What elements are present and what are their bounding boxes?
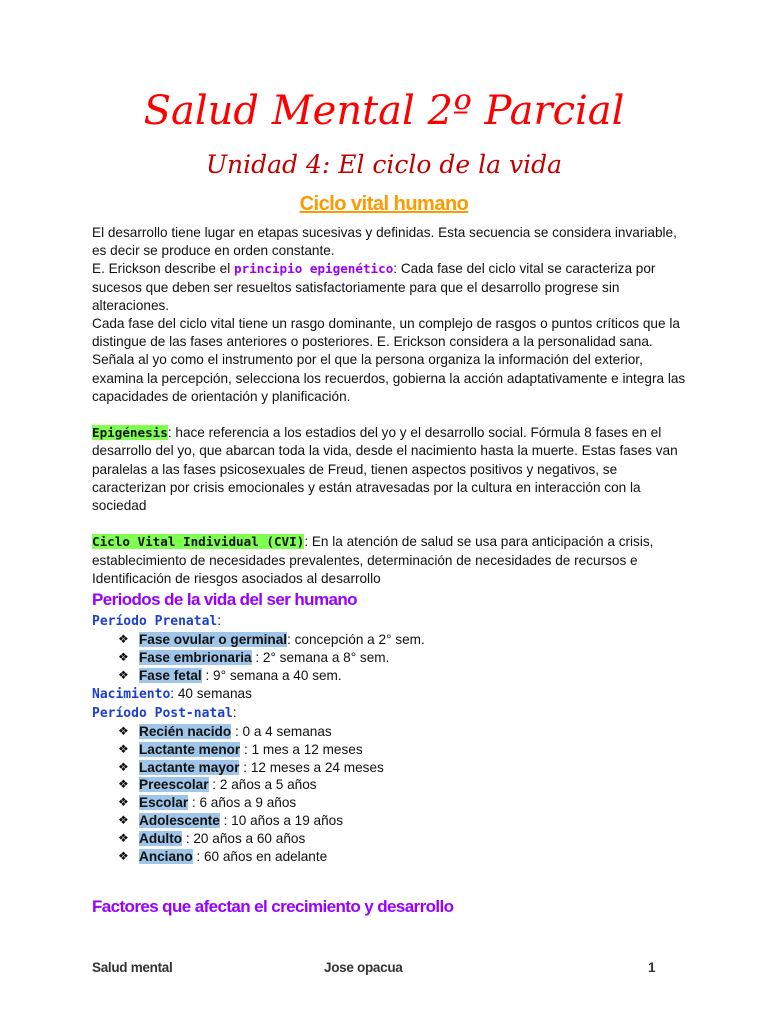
list-item	[118, 741, 692, 759]
intro-p2-after: : Cada fase del ciclo vital se caracteriza por sucesos que deben ser resueltos satisfactoriamente para que el desarrollo progrese sin alteraciones.	[92, 261, 656, 313]
intro-paragraph-3: Cada fase del ciclo vital tiene un rasgo dominante, un complejo de rasgos o puntos críticos que la distingue de las fases anteriores o posteriores. E. Erickson considera a la personalidad sana. Señala al yo como el instrumento por el que la persona organiza la información del exterior, examina la percepción, selecciona los recuerdos, gobierna la acción adaptativamente e integra las capacidades de orientación y planificación.	[92, 316, 686, 404]
list-item	[118, 830, 692, 848]
page-number: 1	[648, 960, 656, 975]
list-item	[118, 794, 692, 812]
period-desc: : 0 a 4 semanas	[231, 724, 332, 740]
postnatal-list	[92, 723, 692, 865]
diamond-bullet-icon: ❖	[118, 777, 129, 792]
period-desc: : 1 mes a 12 meses	[240, 741, 363, 757]
diamond-bullet-icon: ❖	[118, 813, 129, 828]
diamond-bullet-icon: ❖	[118, 848, 129, 863]
period-desc: : 9° semana a 40 sem.	[201, 667, 342, 683]
cvi-text: : En la atención de salud se usa para anticipación a crisis, establecimiento de necesidades prevalentes, determinación de necesidades de recursos e Identificación de riesgos asociados al desarrollo	[92, 534, 654, 586]
periods-heading: Periodos de la vida del ser humano	[92, 590, 357, 610]
period-term: Anciano	[139, 848, 193, 864]
period-desc: : 2° semana a 8° sem.	[251, 650, 390, 666]
main-content	[92, 224, 692, 865]
list-item	[118, 776, 692, 794]
postnatal-label	[92, 704, 692, 723]
diamond-bullet-icon: ❖	[118, 795, 129, 810]
period-term: Lactante menor	[139, 741, 241, 757]
diamond-bullet-icon: ❖	[118, 830, 129, 845]
diamond-bullet-icon: ❖	[118, 632, 129, 647]
list-item	[118, 759, 692, 777]
epigenetic-principle-term: principio epigenético	[234, 261, 394, 277]
period-term: Adolescente	[139, 813, 220, 829]
prenatal-colon: :	[217, 613, 222, 629]
footer-center: Jose opacua	[324, 960, 403, 975]
spacer	[92, 406, 692, 424]
diamond-bullet-icon: ❖	[118, 724, 129, 739]
period-desc: : 12 meses a 24 meses	[239, 759, 384, 775]
period-term: Fase fetal	[139, 667, 202, 683]
epigenesis-paragraph	[92, 424, 692, 515]
list-item	[118, 812, 692, 830]
diamond-bullet-icon: ❖	[118, 741, 129, 756]
list-item	[118, 723, 692, 741]
list-item	[118, 649, 692, 667]
birth-line	[92, 685, 692, 704]
section-title-text: Ciclo vital humano	[299, 193, 469, 215]
period-term: Adulto	[139, 830, 183, 846]
cvi-paragraph	[92, 533, 692, 588]
intro-p2-before: E. Erickson describe el	[92, 261, 235, 277]
section-title	[0, 193, 768, 216]
cvi-term: Ciclo Vital Individual (CVI)	[92, 534, 305, 550]
epigenesis-term: Epigénesis	[92, 425, 168, 441]
period-desc: : 20 años a 60 años	[182, 830, 306, 846]
spacer	[92, 515, 692, 533]
prenatal-label-text: Período Prenatal	[92, 614, 218, 630]
diamond-bullet-icon: ❖	[118, 759, 129, 774]
birth-label: Nacimiento	[92, 686, 171, 702]
period-desc: : concepción a 2° sem.	[287, 632, 425, 648]
period-desc: : 60 años en adelante	[192, 848, 328, 864]
period-term: Lactante mayor	[139, 759, 240, 775]
postnatal-colon: :	[232, 704, 237, 720]
list-item	[118, 848, 692, 866]
period-term: Recién nacido	[139, 724, 232, 740]
unit-subtitle: Unidad 4: El ciclo de la vida	[205, 150, 563, 179]
epigenesis-text: : hace referencia a los estadios del yo y el desarrollo social. Fórmula 8 fases en el desarrollo del yo, que abarcan toda la vida, desde el nacimiento hasta la muerte. Estas fases van paralelas a las fases psicosexuales de Freud, tienen aspectos positivos y negativos, se caracterizan por crisis emocionales y están atravesadas por la cultura en interacción con la sociedad	[92, 425, 678, 514]
period-desc: : 10 años a 19 años	[219, 813, 344, 829]
document-title: Salud Mental 2º Parcial	[143, 88, 625, 134]
footer-left: Salud mental	[92, 960, 173, 975]
prenatal-label	[92, 612, 692, 631]
period-desc: : 2 años a 5 años	[208, 777, 317, 793]
diamond-bullet-icon: ❖	[118, 667, 129, 682]
prenatal-list	[92, 631, 692, 684]
list-item	[118, 667, 692, 685]
period-desc: : 6 años a 9 años	[188, 795, 297, 811]
list-item	[118, 631, 692, 649]
period-term: Fase embrionaria	[139, 650, 252, 666]
birth-desc: : 40 semanas	[170, 685, 252, 701]
period-term: Preescolar	[139, 777, 209, 793]
period-term: Escolar	[139, 795, 189, 811]
period-term: Fase ovular o germinal	[139, 632, 288, 648]
intro-paragraph-2	[92, 260, 692, 315]
intro-paragraph-1: El desarrollo tiene lugar en etapas sucesivas y definidas. Esta secuencia se considera invariable, es decir se produce en orden constante.	[92, 225, 677, 259]
factors-heading: Factores que afectan el crecimiento y desarrollo	[92, 897, 454, 916]
diamond-bullet-icon: ❖	[118, 650, 129, 665]
postnatal-label-text: Período Post-natal	[92, 705, 233, 721]
